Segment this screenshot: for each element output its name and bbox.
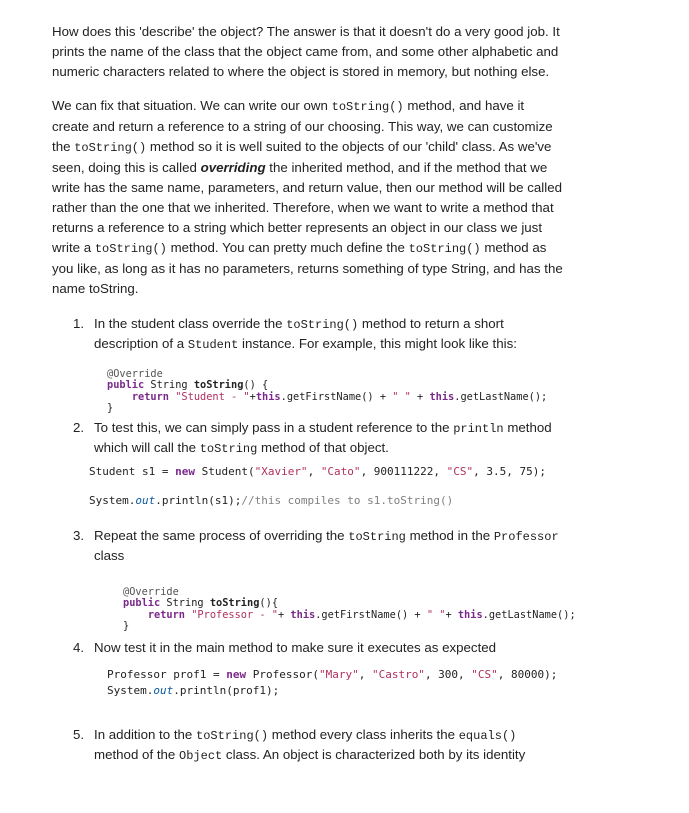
code-professor-tostring: @Override public String toString(){ return "Professor - "+ this.getFirstName() + " "+ this.getLastName(); } [123, 585, 576, 632]
text-line: How does this 'describe' the object? The answer is that it doesn't do a very good job. It [52, 24, 560, 39]
list-number: 2. [73, 420, 85, 435]
list-number: 3. [73, 528, 85, 543]
code-student-test-line2: System.out.println(s1);//this compiles to s1.toString() [89, 494, 454, 507]
overriding-paragraph: We can fix that situation. We can write our own toString() method, and have it create and return a reference to a string of our choosing. This way, we can customize the toString() method so it is well suited to the objects of our 'child' class. As we've seen, doing this is called overriding the inherited method, and if the method that we write has the same name, parameters, and return value, then our method will be called rather than the one that we inherited. Therefore, when we want to write a method that returns a reference to a string which better represents an object in our class we just write a toString() method. You can pretty much define the toString() method as you like, as long as it has no parameters, returns something of type String, and has the name toString. [52, 98, 563, 296]
text-line: numeric characters related to where the object is stored in memory, but nothing else. [52, 64, 550, 79]
list-number: 4. [73, 640, 85, 655]
list-number: 1. [73, 316, 85, 331]
list-number: 5. [73, 727, 85, 742]
emphasis-overriding: overriding [200, 160, 266, 175]
code-student-test-line1: Student s1 = new Student("Xavier", "Cato", 900111222, "CS", 3.5, 75); [89, 465, 547, 478]
code-professor-test-line1: Professor prof1 = new Professor("Mary", "Castro", 300, "CS", 80000); [107, 668, 558, 681]
intro-paragraph [52, 22, 624, 82]
code-professor-test-line2: System.out.println(prof1); [107, 684, 280, 697]
text-line: prints the name of the class that the object came from, and some other alphabetic and [52, 44, 559, 59]
code-student-tostring: @Override public String toString() { return "Student - "+this.getFirstName() + " " + this.getLastName(); } [107, 367, 548, 414]
